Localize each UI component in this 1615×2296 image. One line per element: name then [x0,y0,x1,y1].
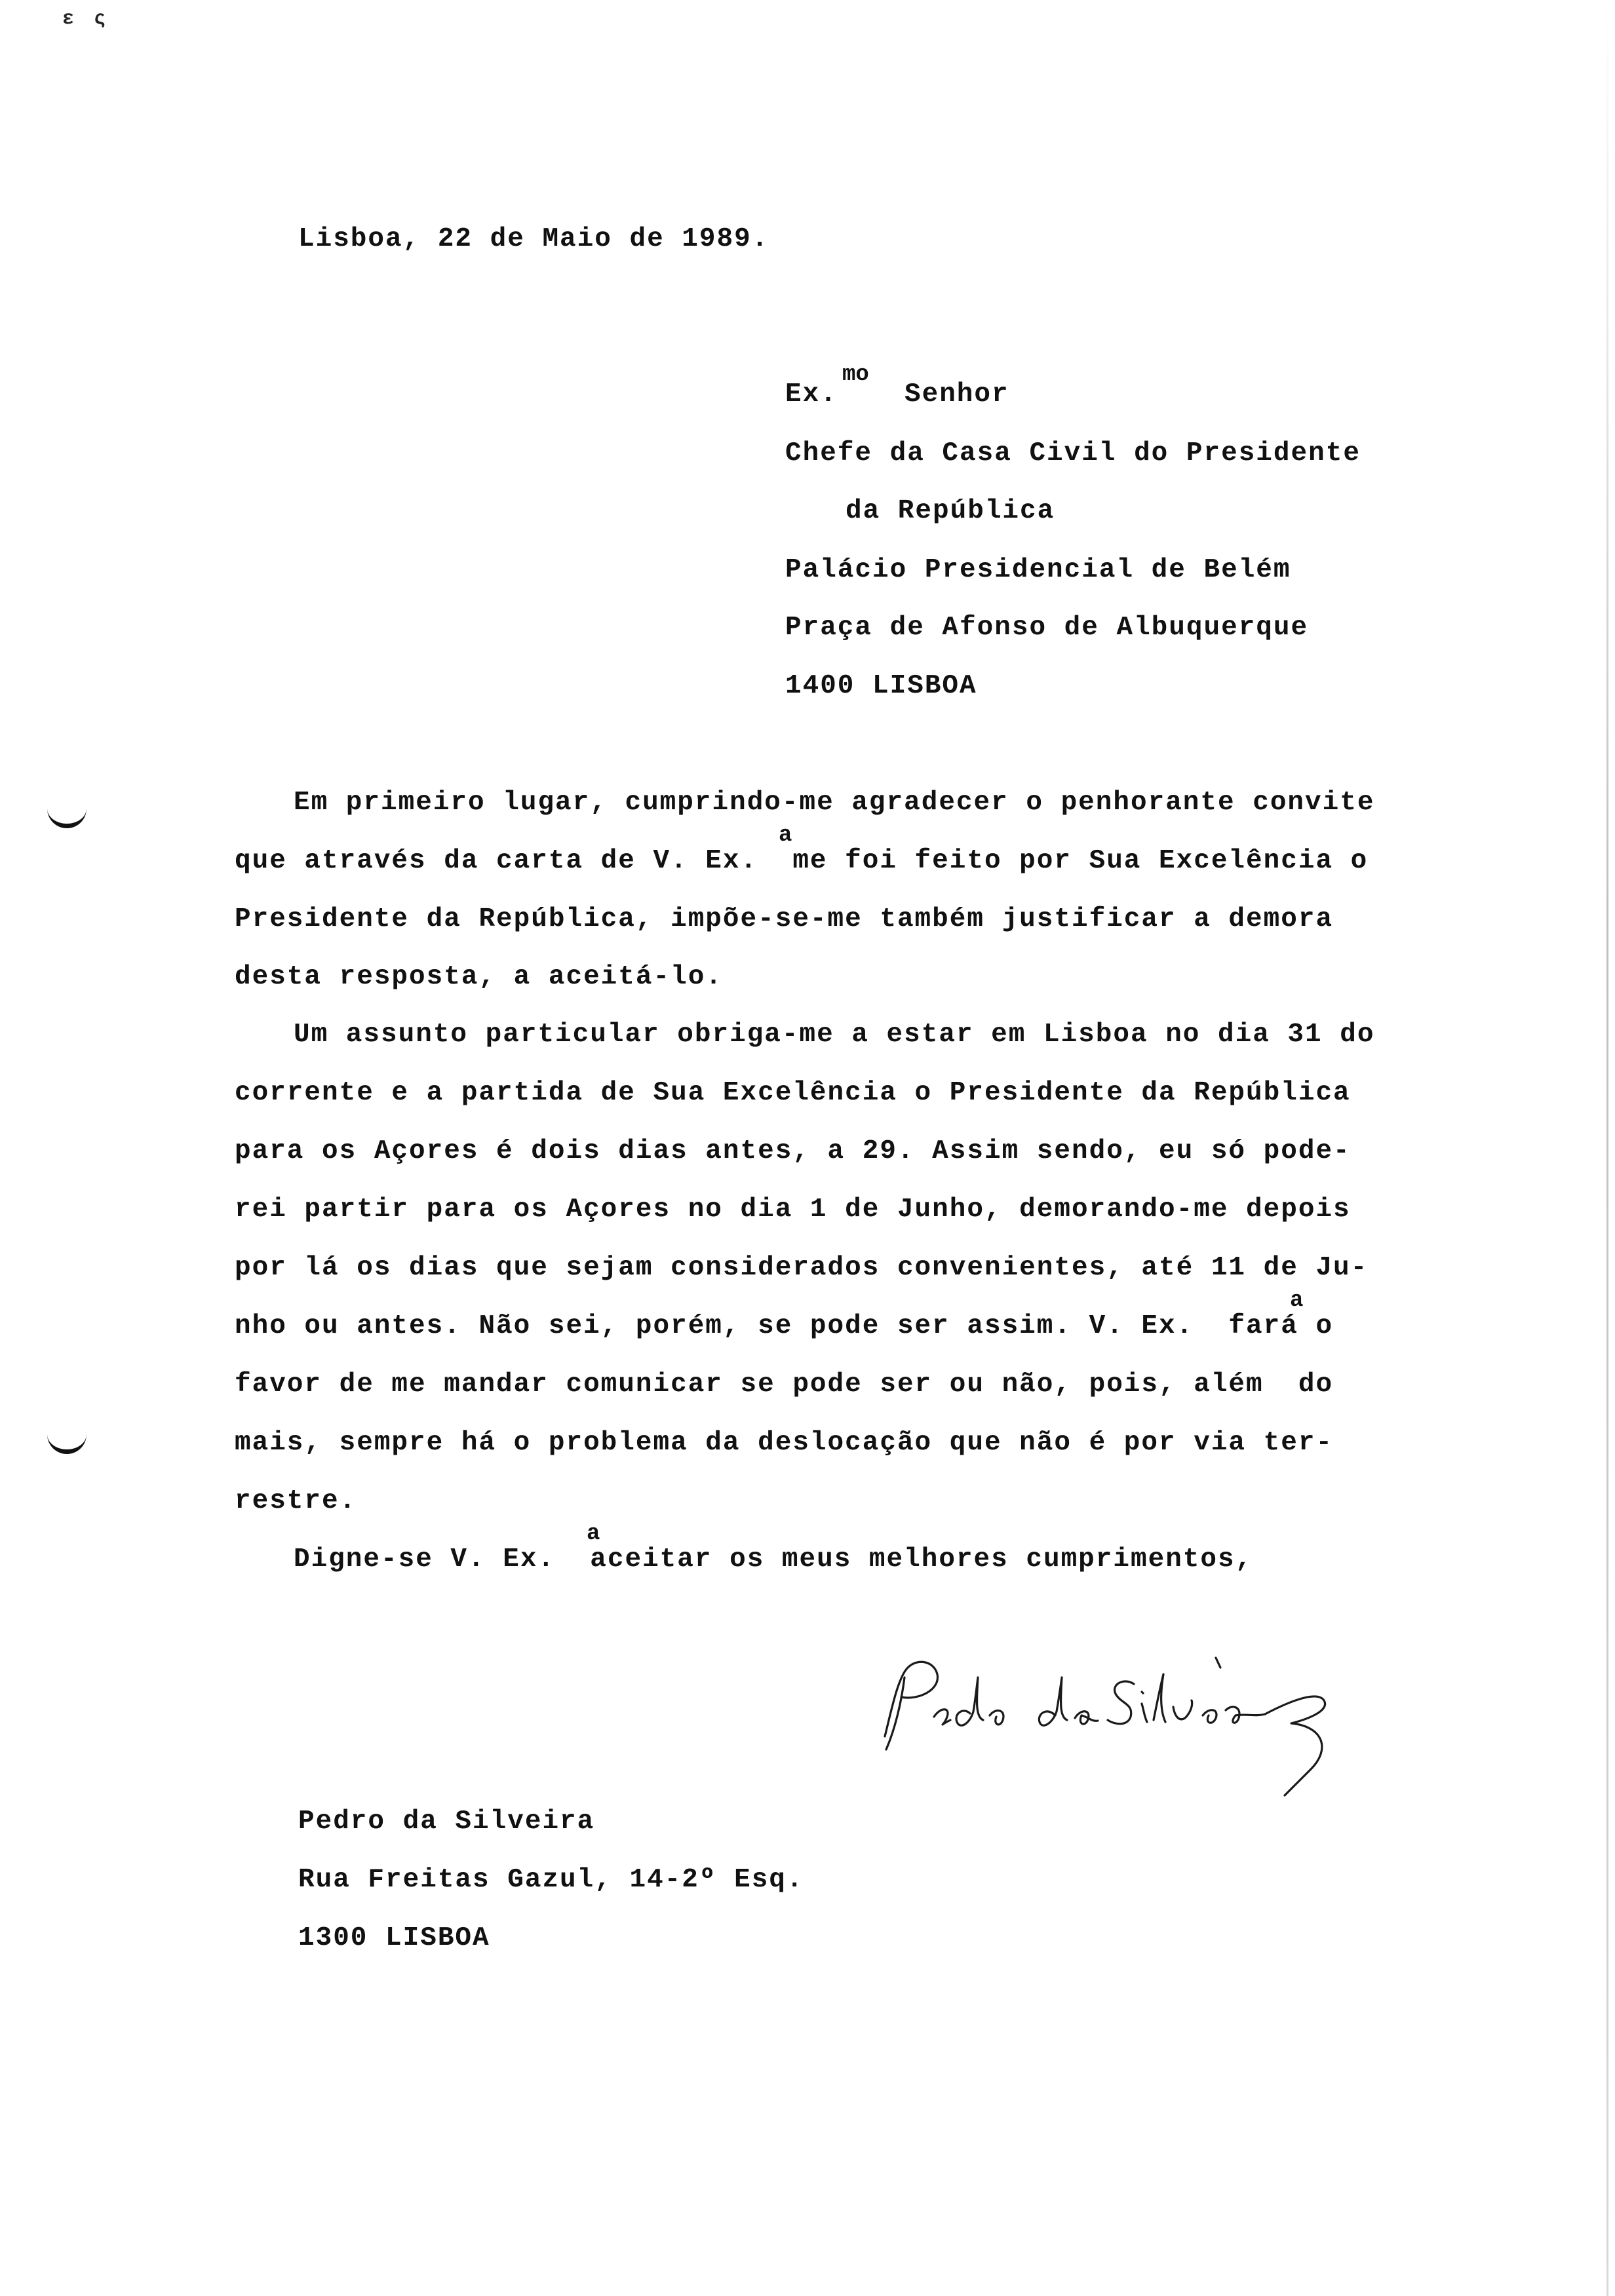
addressee-line-3: Palácio Presidencial de Belém [785,555,1291,585]
sender-name: Pedro da Silveira [298,1807,595,1837]
corner-mark: ε ς [62,8,110,30]
page-edge-shadow [1606,0,1608,2296]
addressee-line-4: Praça de Afonso de Albuquerque [785,613,1309,643]
superscript-a-3: a [587,1521,600,1546]
superscript-a-2: a [1290,1288,1304,1313]
sender-street: Rua Freitas Gazul, 14-2º Esq. [298,1865,804,1895]
superscript-a-1: a [779,823,792,848]
body-p2-line-8: mais, sempre há o problema da deslocação que não é por via ter- [235,1428,1334,1458]
body-p2-line-4: rei partir para os Açores no dia 1 de Junho, demorando-me depois [235,1195,1351,1225]
body-p2-line-7: favor de me mandar comunicar se pode ser ou não, pois, além do [235,1369,1334,1400]
addressee-line-5: 1400 LISBOA [785,671,977,701]
body-p3-line-1: Digne-se V. Ex. aceitar os meus melhores cumprimentos, [294,1544,1253,1575]
addressee-line-1: Chefe da Casa Civil do Presidente [785,438,1361,469]
salutation-superscript: mo [842,362,869,387]
punch-hole-bottom [47,1428,87,1454]
body-p1-line-2: que através da carta de V. Ex. me foi feito por Sua Excelência o [235,846,1369,876]
body-p2-line-3: para os Açores é dois dias antes, a 29. Assim sendo, eu só pode- [235,1136,1351,1166]
body-p2-line-9: restre. [235,1486,357,1516]
body-p1-line-4: desta resposta, a aceitá-lo. [235,962,723,992]
body-p1-line-1: Em primeiro lugar, cumprindo-me agradecer o penhorante convite [294,788,1375,818]
salutation-word: Senhor [905,379,1009,410]
body-p2-line-5: por lá os dias que sejam considerados convenientes, até 11 de Ju- [235,1253,1369,1283]
addressee-line-2: da República [846,496,1055,526]
sender-city: 1300 LISBOA [298,1923,490,1953]
salutation-prefix: Ex. [785,379,838,410]
date-line: Lisboa, 22 de Maio de 1989. [298,224,769,254]
body-p2-line-6: nho ou antes. Não sei, porém, se pode ser assim. V. Ex. fará o [235,1311,1334,1341]
body-p2-line-2: corrente e a partida de Sua Excelência o Presidente da República [235,1078,1351,1108]
body-p1-line-3: Presidente da República, impõe-se-me também justificar a demora [235,904,1334,934]
body-p2-line-1: Um assunto particular obriga-me a estar em Lisboa no dia 31 do [294,1020,1375,1050]
punch-hole-top [47,803,87,828]
handwritten-signature [872,1638,1396,1808]
